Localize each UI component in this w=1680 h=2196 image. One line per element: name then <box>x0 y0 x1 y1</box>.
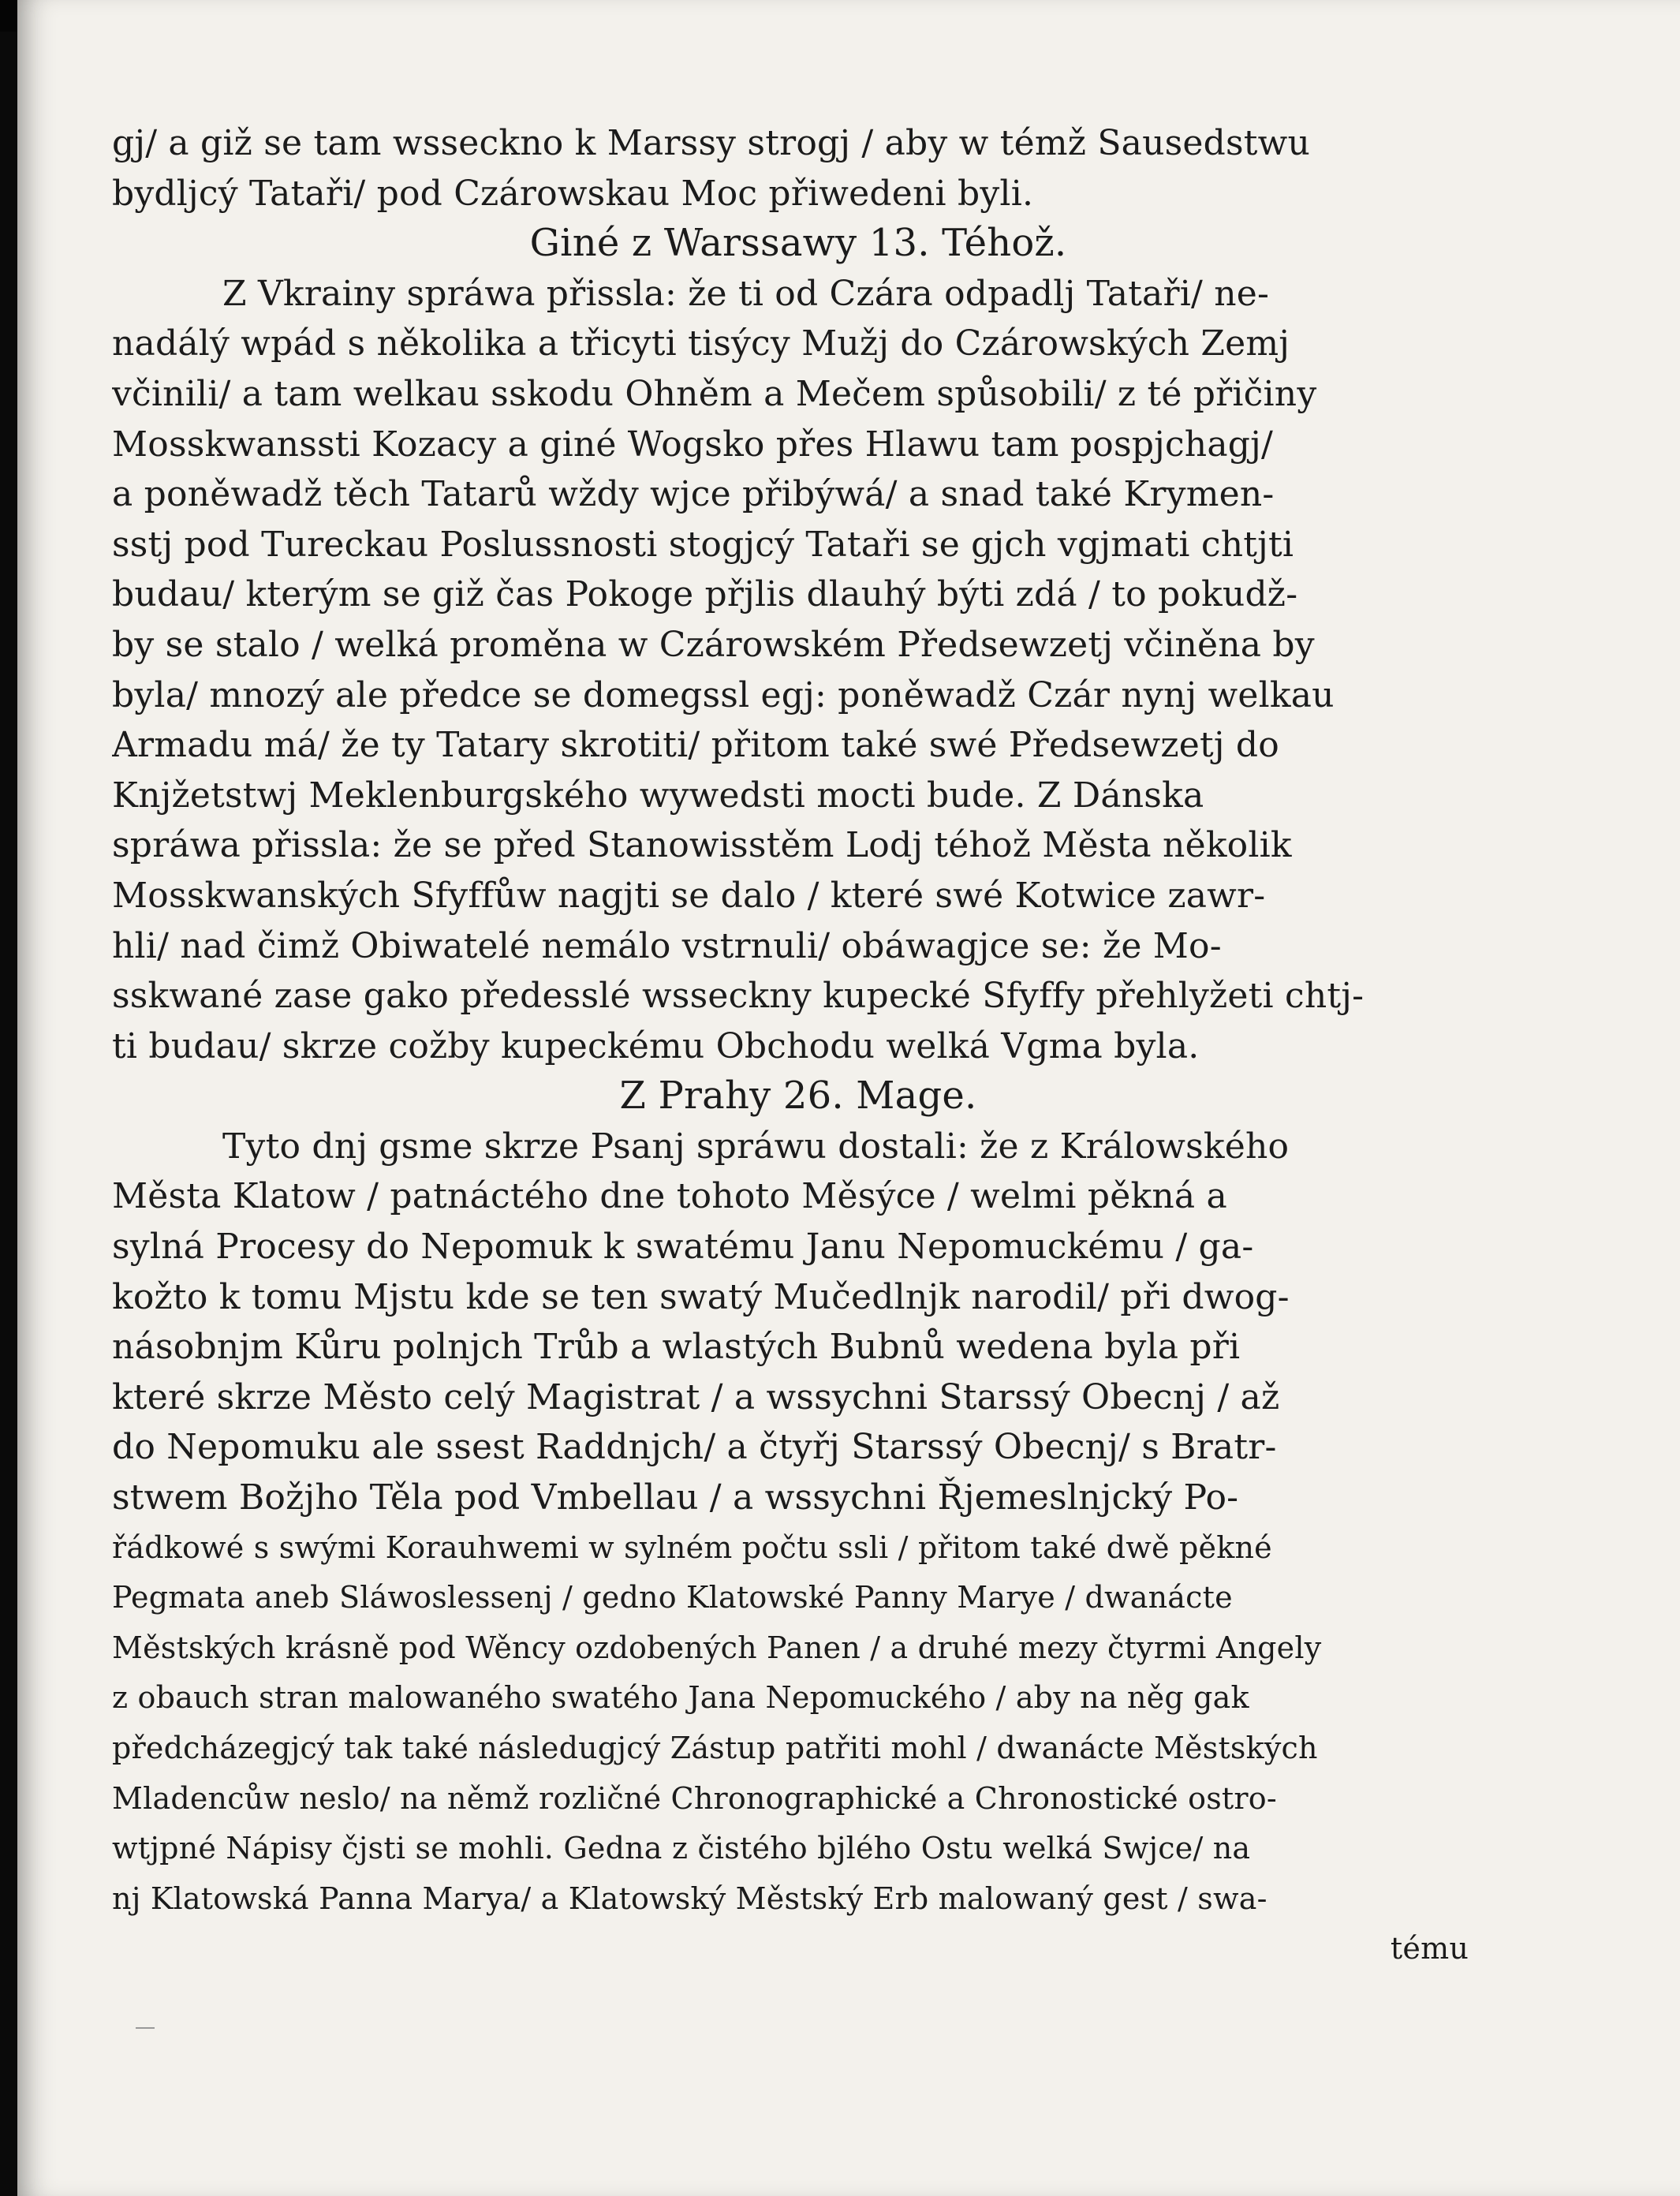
text-line: Mladencůw neslo/ na němž rozličné Chronographické a Chronostické ostro- <box>112 1780 1277 1816</box>
text-line: včinili/ a tam welkau sskodu Ohněm a Mečem spůsobili/ z té přičiny <box>112 373 1317 414</box>
text-line: sstj pod Tureckau Poslussnosti stogjcý Tataři se gjch vgjmati chtjti <box>112 524 1294 565</box>
text-line: Tyto dnj gsme skrze Psanj spráwu dostali: že z Králowského <box>222 1126 1290 1167</box>
text-line: wtjpné Nápisy čjsti se mohli. Gedna z čistého bjlého Ostu welká Swjce/ na <box>112 1831 1251 1866</box>
text-line: Městských krásně pod Wěncy ozdobených Panen / a druhé mezy čtyrmi Angely <box>112 1630 1322 1665</box>
text-line: kožto k tomu Mjstu kde se ten swatý Mučedlnjk narodil/ při dwog- <box>112 1276 1290 1317</box>
text-line: stwem Božjho Těla pod Vmbellau / a wssychni Řjemeslnjcký Po- <box>112 1477 1239 1518</box>
text-line: sskwané zase gako předesslé wsseckny kupecké Sfyffy přehlyžeti chtj- <box>112 976 1365 1017</box>
text-line: Knjžetstwj Meklenburgského wywedsti mocti bude. Z Dánska <box>112 775 1204 816</box>
book-spine-edge <box>0 0 17 2196</box>
text-line: ti budau/ skrze cožby kupeckému Obchodu welká Vgma byla. <box>112 1025 1200 1066</box>
text-body <box>112 118 1484 1974</box>
text-line: Armadu má/ že ty Tatary skrotiti/ přitom také swé Předsewzetj do <box>112 725 1279 766</box>
text-line: Mosskwanssti Kozacy a giné Wogsko přes Hlawu tam pospjchagj/ <box>112 424 1273 465</box>
text-line: nadálý wpád s několika a třicyti tisýcy Mužj do Czárowských Zemj <box>112 323 1290 364</box>
text-line: Pegmata aneb Sláwoslessenj / gedno Klatowské Panny Marye / dwanácte <box>112 1580 1233 1615</box>
text-line: Z Vkrainy spráwa přissla: že ti od Czára odpadlj Tataři/ ne- <box>222 273 1270 314</box>
text-line: bydljcý Tataři/ pod Czárowskau Moc přiwedeni byli. <box>112 173 1034 214</box>
text-line: které skrze Město celý Magistrat / a wssychni Starssý Obecnj / až <box>112 1376 1280 1417</box>
text-line: Mosskwanských Sfyffůw nagjti se dalo / které swé Kotwice zawr- <box>112 875 1266 916</box>
text-line: hli/ nad čimž Obiwatelé nemálo vstrnuli/ obáwagjce se: že Mo- <box>112 925 1222 966</box>
text-line: by se stalo / welká proměna w Czárowském Předsewzetj včiněna by <box>112 624 1315 665</box>
text-line: byla/ mnozý ale předce se domegssl egj: poněwadž Czár nynj welkau <box>112 674 1335 715</box>
text-line: z obauch stran malowaného swatého Jana Nepomuckého / aby na něg gak <box>112 1680 1249 1716</box>
text-line: Města Klatow / patnáctého dne tohoto Měsýce / welmi pěkná a <box>112 1176 1227 1217</box>
page-mark <box>136 2027 155 2029</box>
text-line: násobnjm Kůru polnjch Trůb a wlastých Bubnů wedena byla při <box>112 1327 1241 1368</box>
text-line: Z Prahy 26. Mage. <box>619 1074 977 1119</box>
text-line: nj Klatowská Panna Marya/ a Klatowský Městský Erb malowaný gest / swa- <box>112 1880 1267 1916</box>
text-line: a poněwadž těch Tatarů wždy wjce přibýwá/ a snad také Krymen- <box>112 474 1275 515</box>
text-line: spráwa přissla: že se před Stanowisstěm Lodj téhož Města několik <box>112 825 1292 866</box>
text-line: sylná Procesy do Nepomuk k swatému Janu Nepomuckému / ga- <box>112 1227 1254 1268</box>
text-line: gj/ a giž se tam wsseckno k Marssy strogj / aby w témž Sausedstwu <box>112 123 1311 163</box>
text-line: předcházegjcý tak také následugjcý Zástup patřiti mohl / dwanácte Městských <box>112 1731 1318 1765</box>
text-line: tému <box>1390 1931 1469 1966</box>
text-line: budau/ kterým se giž čas Pokoge přjlis dlauhý býti zdá / to pokudž- <box>112 574 1298 615</box>
document-page <box>17 0 1680 2196</box>
text-line: řádkowé s swými Korauhwemi w sylném počtu ssli / přitom také dwě pěkné <box>112 1529 1272 1565</box>
text-line: do Nepomuku ale ssest Raddnjch/ a čtyřj Starssý Obecnj/ s Bratr- <box>112 1427 1277 1468</box>
text-line: Giné z Warssawy 13. Téhož. <box>529 221 1067 266</box>
